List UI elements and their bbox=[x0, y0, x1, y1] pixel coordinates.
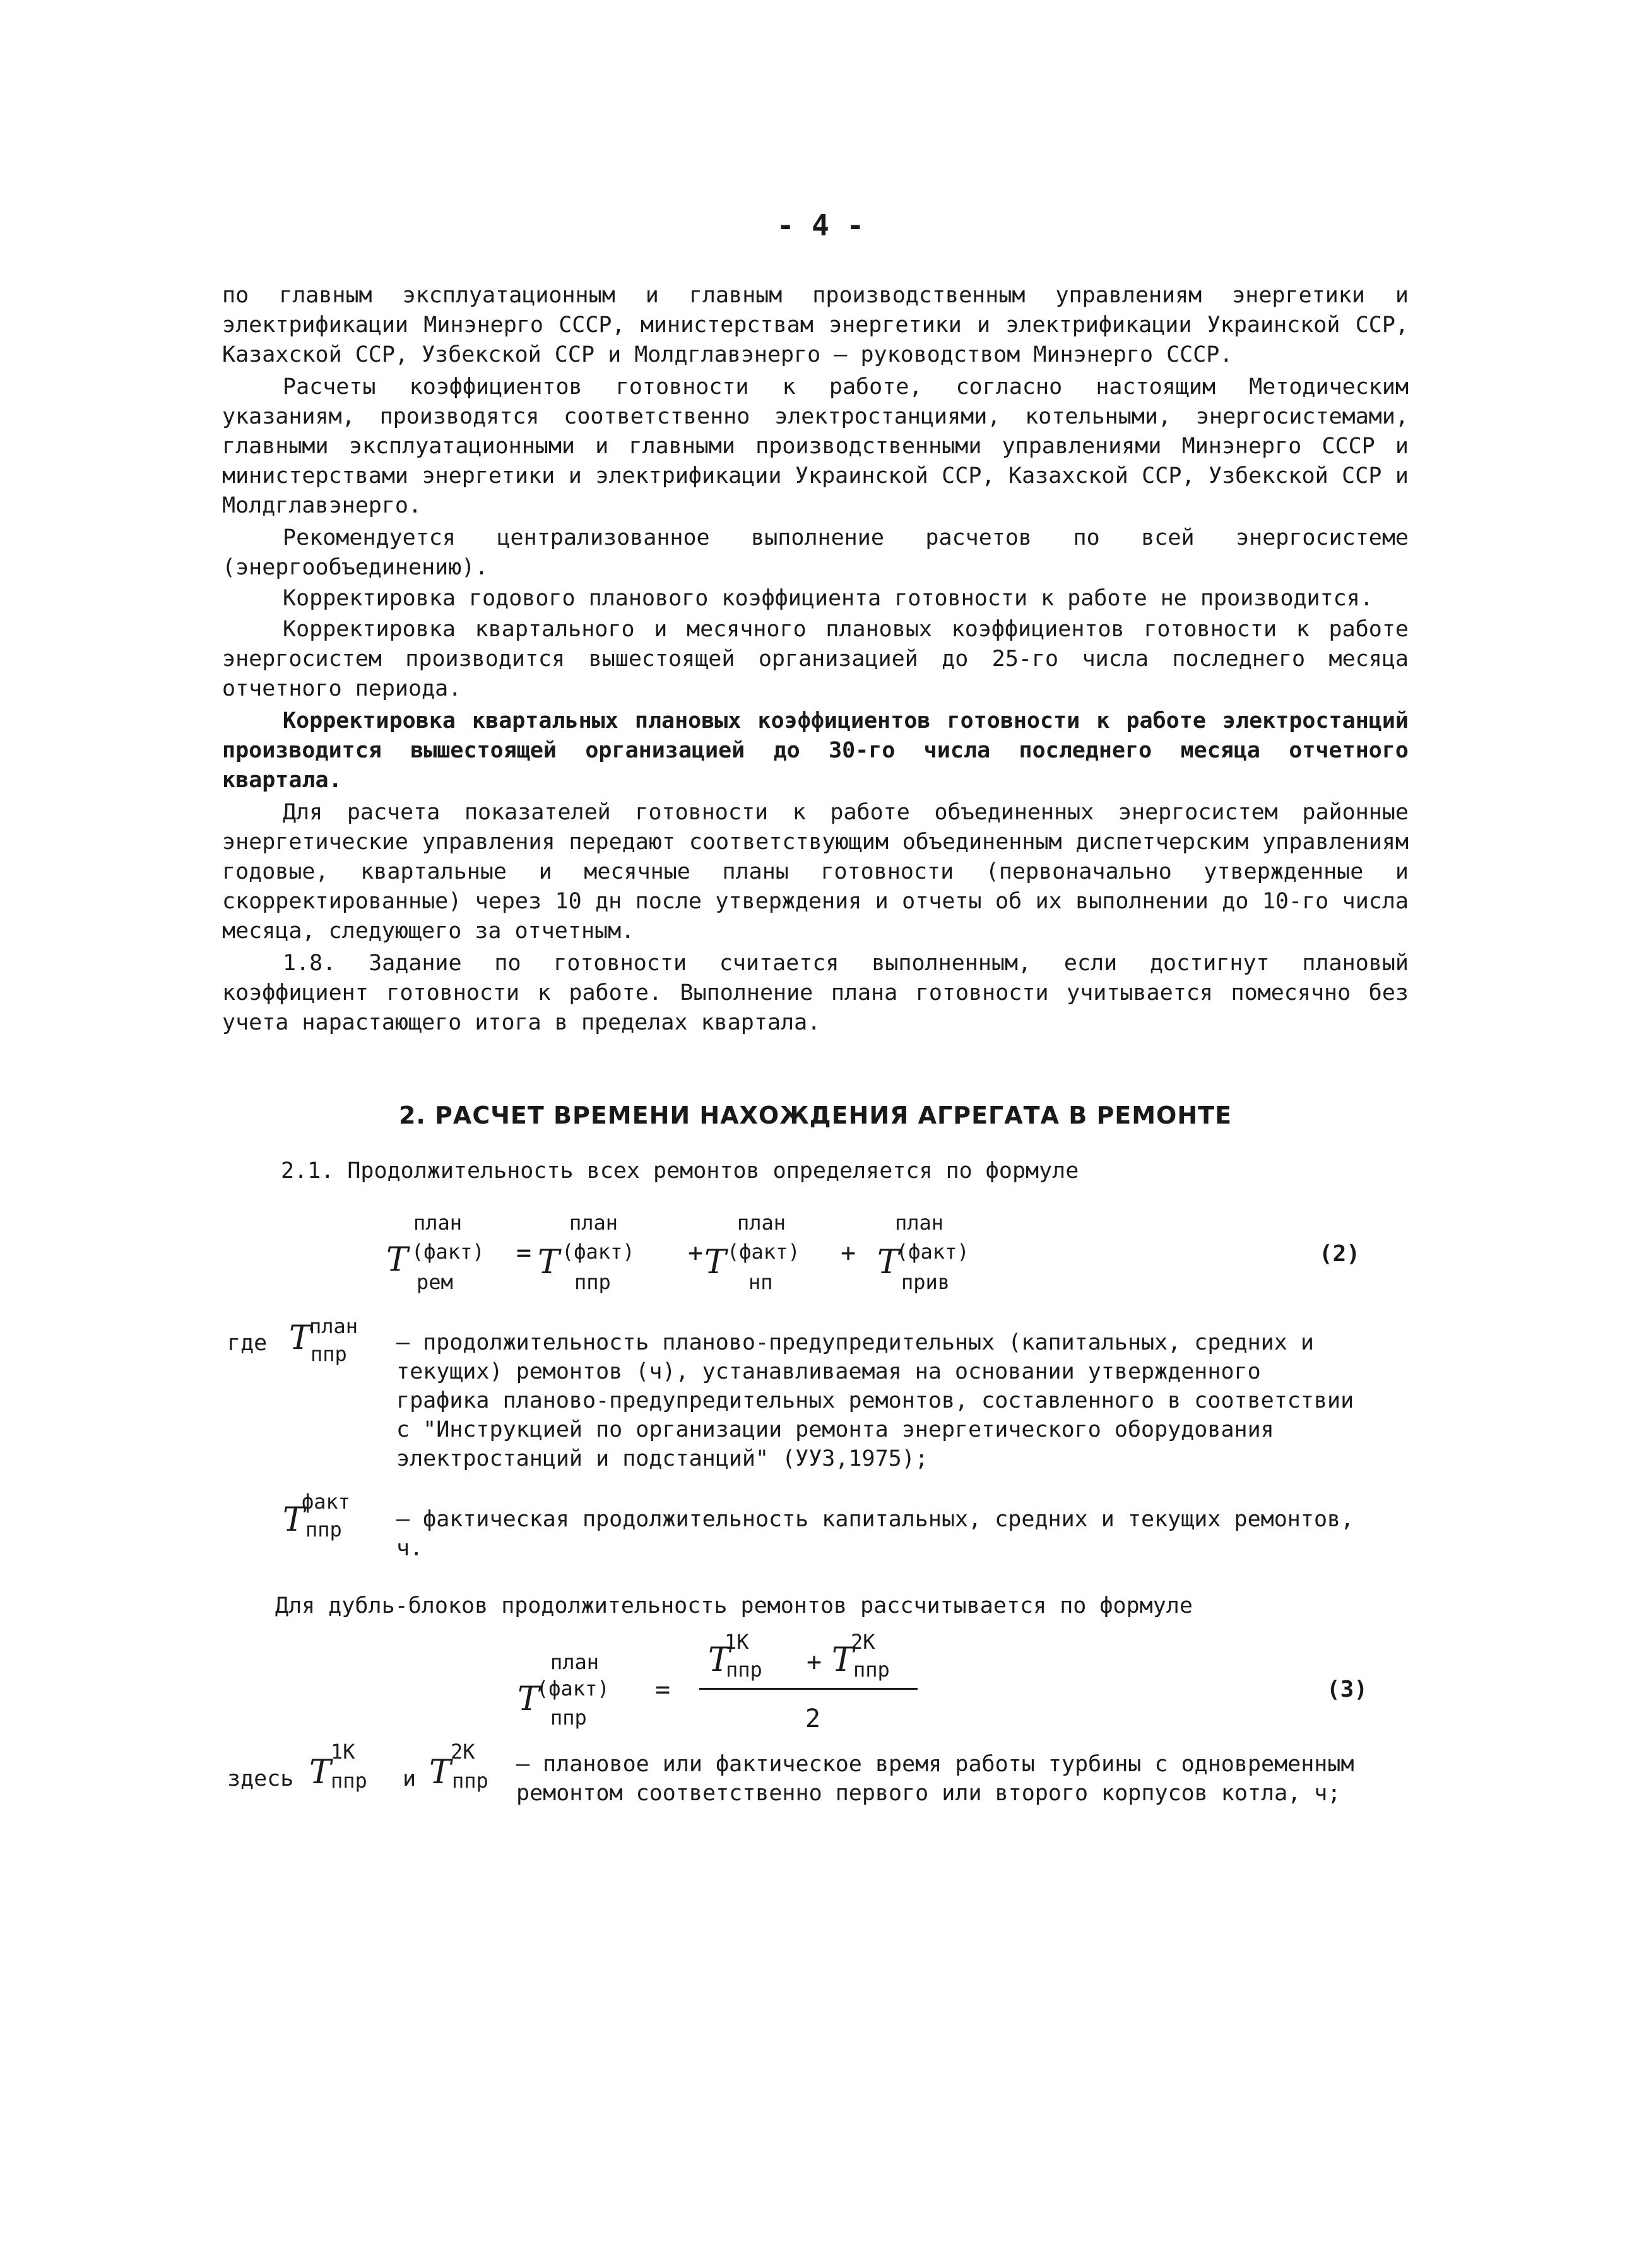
definition-text: – плановое или фактическое время работы турбины с одновременным ремонтом соответственно первого или второго корпусов котла, ч; bbox=[516, 1752, 1354, 1806]
formula-fact: (факт) bbox=[411, 1240, 485, 1264]
formula-sub: ппр bbox=[550, 1706, 587, 1730]
page-number: - 4 - bbox=[776, 208, 865, 242]
num-T2: T bbox=[832, 1641, 854, 1679]
def-sup: 1К bbox=[331, 1740, 355, 1764]
def-sub: ппр bbox=[331, 1769, 367, 1793]
def-sub: ппр bbox=[310, 1342, 347, 1366]
formula-sup: план bbox=[569, 1211, 618, 1235]
where-label: где bbox=[227, 1331, 268, 1356]
paragraph: Для расчета показателей готовности к работе объединенных энергосистем районные энергетические управления передают соответствующим объединенным диспетчерским управлениям годовые, квартальные и месячные планы готовности (первоначально утвержденные и скорректированные) через 10 дн после утверждения и отчеты об их выполнении до 10-го числа месяца, следующего за отчетным. bbox=[222, 800, 1409, 944]
num-sup1: 1К bbox=[724, 1630, 749, 1654]
formula-sup: план bbox=[737, 1211, 786, 1235]
formula-plus: + bbox=[841, 1238, 856, 1268]
equation-number: (2) bbox=[1319, 1241, 1361, 1267]
body-text bbox=[222, 281, 1409, 1038]
def-T: T bbox=[283, 1501, 305, 1539]
formula-T: T bbox=[386, 1241, 408, 1279]
formula-sub: прив bbox=[901, 1270, 950, 1294]
paragraph: 1.8. Задание по готовности считается выполненным, если достигнут плановый коэффициент готовности к работе. Выполнение плана готовности учитывается помесячно без учета нарастающего итога в пределах квартала. bbox=[222, 951, 1409, 1035]
formula-T: T bbox=[517, 1680, 540, 1718]
def-T: T bbox=[289, 1319, 311, 1357]
formula-fact: (факт) bbox=[562, 1240, 635, 1264]
paragraph: Корректировка годового планового коэффициента готовности к работе не производится. bbox=[283, 586, 1373, 611]
paragraph: Рекомендуется централизованное выполнение расчетов по всей энергосистеме (энергообъединению). bbox=[222, 525, 1409, 580]
formula-sub: ппр bbox=[574, 1270, 611, 1294]
formula-plus: + bbox=[688, 1238, 704, 1268]
def-sup: факт bbox=[302, 1490, 351, 1514]
paragraph: по главным эксплуатационным и главным производственным управлениям энергетики и электрификации Минэнерго СССР, министерствам энергетики и электрификации Украинской ССР, Казахской ССР, Узбекской ССР и Молдглавэнерго — руководством Минэнерго СССР. bbox=[222, 283, 1409, 367]
formula-eq: = bbox=[516, 1238, 532, 1268]
def-sup: план bbox=[309, 1314, 358, 1338]
formula-sub: нп bbox=[748, 1270, 773, 1294]
paragraph: Корректировка квартального и месячного плановых коэффициентов готовности к работе энергосистем производится вышестоящей организацией до 25-го числа последнего месяца отчетного периода. bbox=[222, 617, 1409, 701]
formula-sup: план bbox=[550, 1650, 600, 1674]
definition-text: – продолжительность планово-предупредительных (капитальных, средних и текущих) ремонтов (ч), устанавливаемая на основании утвержденного графика планово-предупредительных ремонтов, составленного в соответствии с "Инструкцией по организации ремонта энергетического оборудования электростанций и подстанций" (УУЗ,1975); bbox=[396, 1330, 1354, 1471]
formula-fact: (факт) bbox=[727, 1240, 800, 1264]
formula-fact: (факт) bbox=[536, 1677, 610, 1701]
formula-sub: рем bbox=[417, 1270, 453, 1294]
num-sub2: ппр bbox=[853, 1658, 890, 1682]
formula-sup: план bbox=[413, 1211, 463, 1235]
and-label: и bbox=[403, 1766, 417, 1791]
here-label: здесь bbox=[227, 1766, 294, 1791]
formula-eq: = bbox=[655, 1675, 671, 1704]
def-sub: ппр bbox=[305, 1517, 342, 1541]
formula-T: T bbox=[538, 1244, 560, 1281]
num-sub1: ппр bbox=[726, 1658, 762, 1682]
definition-text: – фактическая продолжительность капитальных, средних и текущих ремонтов, ч. bbox=[396, 1507, 1354, 1561]
def-sub: ппр bbox=[452, 1769, 488, 1793]
equation-number: (3) bbox=[1327, 1677, 1368, 1702]
paragraph-dubl: Для дубль-блоков продолжительность ремонтов рассчитывается по формуле bbox=[275, 1593, 1193, 1618]
paragraph-2-1: 2.1. Продолжительность всех ремонтов определяется по формуле bbox=[281, 1158, 1079, 1184]
formula-T: T bbox=[877, 1244, 899, 1281]
fraction-denominator: 2 bbox=[805, 1704, 821, 1733]
fraction-line bbox=[699, 1688, 918, 1690]
def-sup: 2К bbox=[451, 1740, 475, 1764]
num-plus: + bbox=[807, 1648, 822, 1677]
formula-fact: (факт) bbox=[896, 1240, 969, 1264]
num-T1: T bbox=[708, 1641, 730, 1679]
paragraph: Расчеты коэффициентов готовности к работе, согласно настоящим Методическим указаниям, производятся соответственно электростанциями, котельными, энергосистемами, главными эксплуатационными и главными производственными управлениями Минэнерго СССР и министерствами энергетики и электрификации Украинской ССР, Казахской ССР, Узбекской ССР и Молдглавэнерго. bbox=[222, 374, 1409, 518]
section-heading: 2. РАСЧЕТ ВРЕМЕНИ НАХОЖДЕНИЯ АГРЕГАТА В РЕМОНТЕ bbox=[398, 1101, 1233, 1129]
def-T: T bbox=[429, 1754, 451, 1791]
num-sup2: 2К bbox=[851, 1630, 875, 1654]
formula-T: T bbox=[704, 1244, 726, 1281]
paragraph: Корректировка квартальных плановых коэффициентов готовности к работе электростанций производится вышестоящей организацией до 30-го числа последнего месяца отчетного квартала. bbox=[222, 708, 1409, 793]
def-T: T bbox=[309, 1754, 331, 1791]
formula-sup: план bbox=[895, 1211, 944, 1235]
